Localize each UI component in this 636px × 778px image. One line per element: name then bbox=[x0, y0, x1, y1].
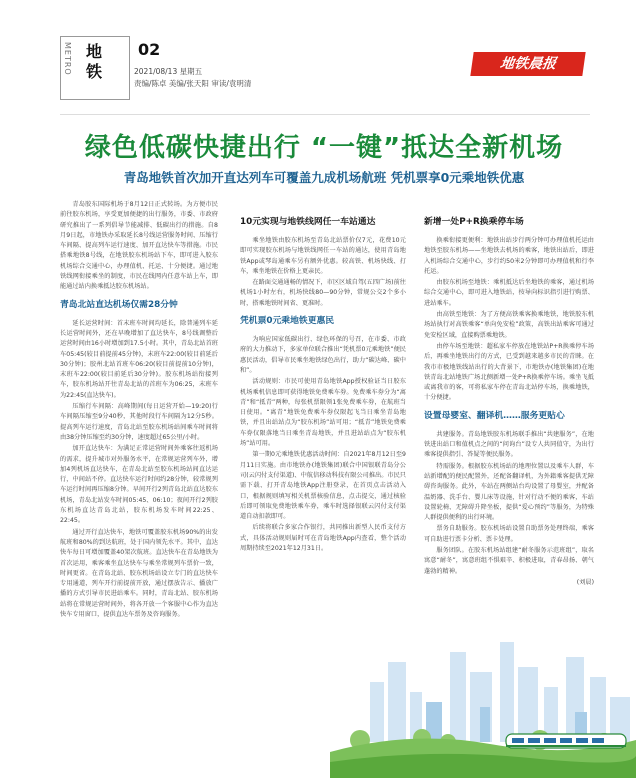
headline: 绿色低碳快捷出行 “一键”抵达全新机场 bbox=[84, 133, 564, 163]
issue-date: 2021/08/13 星期五 bbox=[134, 67, 203, 76]
section-title-direct-train: 青岛北站直达机场仅需28分钟 bbox=[60, 299, 178, 310]
article-column-1 bbox=[60, 200, 218, 621]
body-paragraph: 通过开行直达快车，地铁可覆盖胶东机场90%的出发航班和80%的到达航班，处于国内领先水平。其中，直达快车每日可增加覆盖40架次航班。直达快车在青岛地铁为首次运用，乘客乘坐直达快车与乘坐常规列车票价一致，时间更省。在青岛北站、胶东机场站设立专门的直达快车专用通道，列车开行前提前开放，通过摆放告示、播放广播的方式引导市民进站乘车。同时，青岛北站、胶东机场站将在常规运营时间外，将各开放一个客服中心作为直达快车专用窗口，提供直达车票务及咨询服务。 bbox=[60, 528, 218, 618]
body-paragraph: 由停车场至地铁：超私家车停放在地铁站P+R换乘停车场后，再乘坐地铁出行的方式，已受到越来越多市民的青睐。在我市市极地铁线站出行的大背景下，市地铁办(地铁集团)在地铁青岛北站地铁广场北侧新增一处P+R换乘停车场。乘坐飞抵或离我市的客，可将私家车停在青岛北站停车场，换乘地铁，十分便捷。 bbox=[424, 342, 594, 402]
publication-logo: 地铁晨报 bbox=[470, 52, 585, 76]
section-title-free-ride: 凭机票0元乘地铁更惠民 bbox=[240, 316, 335, 327]
body-paragraph: 延长运营时间：首末班车时间均延长，除普通列车延长运营时间外，还在早晚增加了直达快车，8号线调整后运营时间由16小时增加到17.5小时。其中，青岛北站首班车05:45(较目前提前45分钟)，末班车22:00(较目前延后30分钟)；胶州北站首班车06:20(较目前提前10分钟)，末班车22:00(较目前延后30分钟)。胶东机场站衔接列车，胶东机场站开往青岛北站的首班车为06:25，末班车为22:45(直达快车)。 bbox=[60, 319, 218, 399]
body-paragraph: 共建服务。青岛地铁胶东机场联手推出“共建服务”，在地铁进出站口和值机点之间的“问询台”设专人共同值守，为出行乘客提供指引、答疑等便民服务。 bbox=[424, 430, 594, 459]
body-paragraph: 乘坐地铁由胶东机场至青岛北站票价仅7元，花费10元即可实现胶东机场与地铁线网任一车站的通达，使用青岛地铁App或琴岛通乘车另有额外优惠。较高铁、机场快线、打车，乘坐地铁在价格上更亲民。 bbox=[240, 237, 406, 275]
subheadline: 青岛地铁首次加开直达列车可覆盖九成机场航班 凭机票享0元乘地铁优惠 bbox=[123, 170, 525, 185]
body-paragraph: 压缩行车间隔：高峰期间(每日运营开始—19:20)行车间隔压缩至9分40秒，其他时段行车间隔为12分5秒。提高列车运行速度，青岛北站至胶东机场站间乘车时间将由38分钟压缩至约30分钟，速度超过65公里/小时。 bbox=[60, 403, 218, 441]
page-header bbox=[0, 0, 636, 115]
byline: (刘晨) bbox=[576, 578, 594, 586]
body-paragraph: 加开直达快车：为满足正常运营时间外乘客往返机场的需求，提升城市对外服务水平，在常规运营列车外，增加4列机场直达快车，在青岛北站至胶东机场站间直达运行，中间站不停。直达快车运行时间约28分钟，较常规列车运行时间再压缩8分钟。早间开行2列青岛北站直达胶东机场，青岛北站发车时间05:45、06:10；夜间开行2列胶东机场直达青岛北站，胶东机场发车时间22:25、22:45。 bbox=[60, 445, 218, 525]
editors-line: 责编/陈卓 美编/张天阳 审读/袁明清 bbox=[134, 79, 252, 88]
body-paragraph: 换乘衔接更便利：地铁出站步行两分钟可办理值机托运由地铁至胶东机场——坐地铁去机场的乘客，地铁出站后，即进入机场综合交通中心，步行约50米2分钟即可办理值机和行李托运。 bbox=[424, 237, 594, 275]
body-paragraph: 特需服务。根据胶东机场站的地理位置以及乘车人群，车站新增配的便民配置外，还配备翻译机，为外籍乘客提供无障碍咨询服务。此外，车站在两侧站台均设置了母婴室，并配备温奶器、洗手台、婴儿床等设施，针对行动不便的乘客，车站设置轮椅、无障碍升降坐板，提供“爱心预约”等服务，为特殊人群提供便利的出行环境。 bbox=[424, 462, 594, 522]
article-column-3 bbox=[424, 210, 594, 588]
body-paragraph: 后续将联合多家合作银行，共同推出新型人民币支付方式，具体活动规则届时可在青岛地铁App内查看，整个活动周期持续至2021年12月31日。 bbox=[240, 524, 406, 553]
body-paragraph: 票务自助服务。胶东机场站设置自助票务处理终端，乘客可自助进行票卡分析、票卡处理。 bbox=[424, 525, 594, 543]
metro-label: METRO bbox=[63, 42, 72, 76]
section-title-fare: 10元实现与地铁线网任一车站通达 bbox=[240, 217, 376, 227]
body-paragraph: 在路面交通通畅的情况下，市区区域自驾(五四广场)前往机场1小时左右，机场快线80—90分钟，常规公交2个多小时，搭乘地铁时间省、更准时。 bbox=[240, 279, 406, 307]
body-paragraph: 由胶东机场至地铁：乘机抵达后坐地铁的乘客，通过机场综合交通中心，即可进入地铁站，按导向标识指引进行购票、进站乘车。 bbox=[424, 279, 594, 307]
body-paragraph: 服务团队。在胶东机场站组建“耐冬服务示范班组”，取名寓意“耐冬”，寓意班组不惧艰辛、积极进取，青春昂扬、朝气蓬勃的精神。 bbox=[424, 547, 594, 575]
section-name: 地铁 bbox=[86, 42, 103, 81]
section-title-services: 设置母婴室、翻译机……服务更贴心 bbox=[424, 410, 565, 421]
skyline-graphic bbox=[330, 612, 636, 778]
issue-meta bbox=[134, 66, 251, 90]
train-graphic bbox=[506, 734, 626, 748]
body-paragraph: 第一期0元乘地铁优惠活动时间：自2021年8月12日至9月11日实施。由市地铁办(地铁集团)联合中国银联青岛分公司(云闪付支付渠道)、中航信移动科技有限公司推出。市民只需下载、打开青岛地铁App注册登录，在首页点击活动入口，根据规则填写相关机票核验信息，点击提交，通过核验后即可领取免费地铁乘车券，乘车时选择银联云闪付支付渠道自动扣款即可。 bbox=[240, 451, 406, 521]
body-paragraph: 由高铁至地铁：为了方便高铁乘客换乘地铁，地铁胶东机场站执行对高铁乘客“单向免安检”政策，高铁出站乘客可通过免安检区域，直接购票乘地铁。 bbox=[424, 311, 594, 339]
city-skyline-illustration bbox=[330, 612, 636, 778]
body-paragraph: 活动规则：市民可使用青岛地铁App授权验证当日胶东机场乘机信息即可获得地铁免费乘车券。免费乘车券分为“离青”和“抵青”两种，每张机票限领1张免费乘车券，在航班当日使用。“离青”地铁免费乘车券仅限起飞当日乘坐青岛地铁，并且出站站点为“胶东机场”站可用；“抵青”地铁免费乘车券仅限落地当日乘坐青岛地铁，并且进站站点为“胶东机场”站可用。 bbox=[240, 378, 406, 448]
section-title-parking: 新增一处P+R换乘停车场 bbox=[424, 217, 524, 227]
intro-paragraph: 青岛胶东国际机场于8月12日正式转场。为方便市民前往胶东机场，享受更加便捷的出行服务，市委、市政府研究推出了一系列倡导节能减排、低碳出行的措施。自8月9日起，市地铁办采取延长8号线运营服务时间、压缩行车间隔、提高列车运行速度、加开直达快车等措施。市民搭乘地铁8号线，在地铁胶东机场站下车，即可进入胶东机场综合交通中心，办理值机、托运、十分便捷。通过地铁线网衔接乘坐的制度，市民在线网内任意车站上车，即能通过站内换乘抵达胶东机场站。 bbox=[60, 201, 218, 291]
body-paragraph: 为响应国家低碳出行、绿色环保的号召，在市委、市政府的大力推动下，多家单位联合推出“凭机票0元乘地铁”便民惠民活动，倡导市民乘坐地铁绿色出行，助力“碳达峰、碳中和”。 bbox=[240, 336, 406, 374]
article-column-2 bbox=[240, 210, 406, 555]
page-number: 02 bbox=[138, 40, 161, 59]
header-divider bbox=[60, 114, 590, 115]
